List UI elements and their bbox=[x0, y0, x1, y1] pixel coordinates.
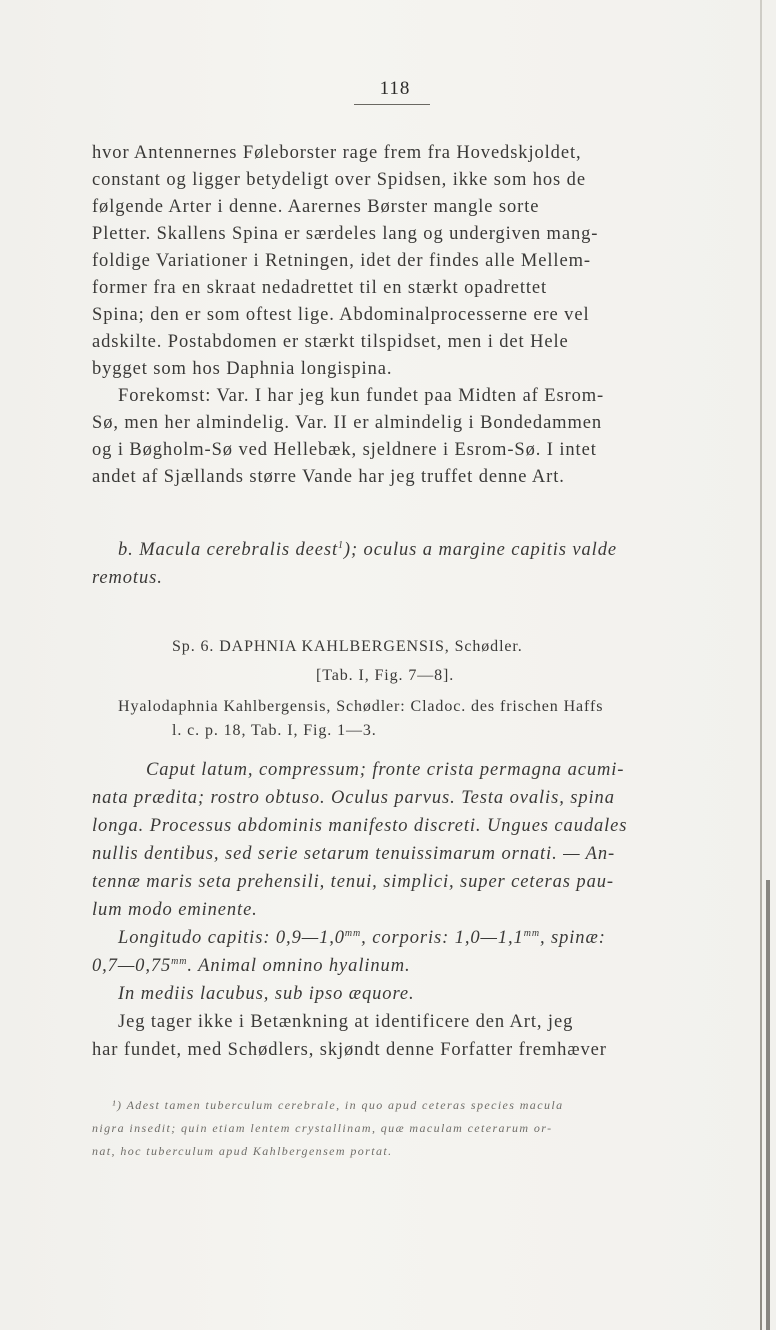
section-b-text: b. Macula cerebralis deest bbox=[118, 540, 338, 561]
spine-label: , spinæ: bbox=[539, 928, 606, 949]
paragraph-1-line: bygget som hos Daphnia longispina. bbox=[92, 359, 393, 379]
habitat-line: In mediis lacubus, sub ipso æquore. bbox=[118, 984, 415, 1004]
paragraph-3-line: har fundet, med Schødlers, skjøndt denne Forfatter fremhæver bbox=[92, 1040, 607, 1060]
species-plate-reference: [Tab. I, Fig. 7—8]. bbox=[316, 667, 455, 684]
species-heading: Sp. 6. DAPHNIA KAHLBERGENSIS, Schødler. bbox=[172, 638, 523, 655]
measurement-line bbox=[118, 928, 606, 949]
page-number: 118 bbox=[379, 78, 411, 99]
latin-diagnosis-line: nata prædita; rostro obtuso. Oculus parvus. Testa ovalis, spina bbox=[92, 788, 615, 808]
unit-mm: mm bbox=[344, 928, 362, 939]
spine-length: 0,7—0,75 bbox=[92, 956, 172, 977]
footnote-line: nat, hoc tuberculum apud Kahlbergensem portat. bbox=[92, 1144, 393, 1158]
paragraph-2-line: Forekomst: Var. I har jeg kun fundet paa Midten af Esrom- bbox=[118, 386, 605, 406]
section-b-text-rest: ); oculus a margine capitis valde bbox=[343, 540, 617, 561]
page-edge-shadow bbox=[760, 0, 762, 1330]
page-number-rule bbox=[354, 104, 430, 105]
footnote-line: nigra insedit; quin etiam lentem crystallinam, quæ maculam ceterarum or- bbox=[92, 1121, 553, 1135]
measurement-line bbox=[92, 956, 411, 977]
paragraph-1-line: foldige Variationer i Retningen, idet der findes alle Mellem- bbox=[92, 251, 591, 271]
unit-mm: mm bbox=[523, 928, 540, 939]
latin-diagnosis-line: longa. Processus abdominis manifesto discreti. Ungues caudales bbox=[92, 816, 628, 836]
paragraph-1-line: hvor Antennernes Føleborster rage frem fra Hovedskjoldet, bbox=[92, 143, 582, 163]
paragraph-2-line: andet af Sjællands større Vande har jeg truffet denne Art. bbox=[92, 467, 565, 487]
latin-diagnosis-line: Caput latum, compressum; fronte crista permagna acumi- bbox=[146, 760, 625, 780]
section-b-line: remotus. bbox=[92, 568, 163, 588]
section-b-line bbox=[118, 540, 617, 561]
page-binding-edge bbox=[766, 880, 770, 1330]
species-synonym: Hyalodaphnia Kahlbergensis, Schødler: Cladoc. des frischen Haffs bbox=[118, 698, 604, 715]
body-length: , corporis: 1,0—1,1 bbox=[361, 928, 524, 949]
paragraph-3-line: Jeg tager ikke i Betænkning at identificere den Art, jeg bbox=[118, 1012, 574, 1032]
paragraph-1-line: constant og ligger betydeligt over Spidsen, ikke som hos de bbox=[92, 170, 586, 190]
footnote-marker: 1 bbox=[338, 540, 344, 551]
unit-mm: mm bbox=[171, 956, 188, 967]
latin-diagnosis-line: lum modo eminente. bbox=[92, 900, 258, 920]
animal-description: . Animal omnino hyalinum. bbox=[187, 956, 411, 977]
paragraph-1-line: adskilte. Postabdomen er stærkt tilspidset, men i det Hele bbox=[92, 332, 569, 352]
paragraph-1-line: Pletter. Skallens Spina er særdeles lang og undergiven mang- bbox=[92, 224, 599, 244]
species-synonym: l. c. p. 18, Tab. I, Fig. 1—3. bbox=[172, 722, 377, 739]
paragraph-2-line: Sø, men her almindelig. Var. II er almindelig i Bondedammen bbox=[92, 413, 603, 433]
footnote-line: ¹) Adest tamen tuberculum cerebrale, in quo apud ceteras species macula bbox=[112, 1098, 564, 1112]
latin-diagnosis-line: tennæ maris seta prehensili, tenui, simplici, super ceteras pau- bbox=[92, 872, 614, 892]
paragraph-2-line: og i Bøgholm-Sø ved Hellebæk, sjeldnere i Esrom-Sø. I intet bbox=[92, 440, 597, 460]
latin-diagnosis-line: nullis dentibus, sed serie setarum tenuissimarum ornati. — An- bbox=[92, 844, 616, 864]
head-length: Longitudo capitis: 0,9—1,0 bbox=[118, 928, 345, 949]
paragraph-1-line: former fra en skraat nedadrettet til en stærkt opadrettet bbox=[92, 278, 548, 298]
paragraph-1-line: følgende Arter i denne. Aarernes Børster mangle sorte bbox=[92, 197, 540, 217]
paragraph-1-line: Spina; den er som oftest lige. Abdominalprocesserne ere vel bbox=[92, 305, 590, 325]
